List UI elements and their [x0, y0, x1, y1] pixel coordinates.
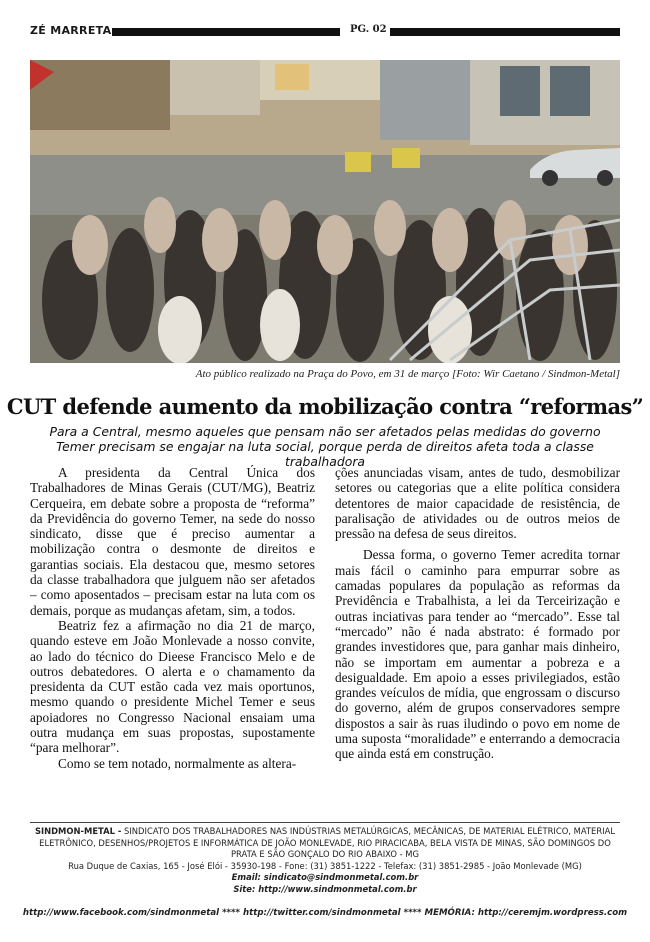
article-headline: CUT defende aumento da mobilização contra “reformas”	[6, 394, 644, 419]
footer-org	[30, 826, 620, 861]
paragraph: A presidenta da Central Única dos Trabalhadores de Minas Gerais (CUT/MG), Beatriz Cerqueira, em debate sobre a proposta de “reforma” da Previdência do governo Temer, na sede do nosso sindicato, disse que é preciso aumentar a mobilização contra o desmonte de direitos e garantias sociais. Ela destacou que, mesmo setores da classe trabalhadora que julguem não ser afetados – como aposentados – precisam estar na luta com os demais, porque as mudanças afetam, sim, a todos.	[30, 465, 315, 618]
footer-org-description: SINDICATO DOS TRABALHADORES NAS INDÚSTRIAS METALÚRGICAS, MECÂNICAS, DE MATERIAL ELÉTRICO, MATERIAL ELETRÔNICO, DESENHOS/PROJETOS E INFORMÁTICA DE JOÃO MONLEVADE, RIO PIRACICABA, BELA VISTA DE MINAS, SÃO DOMINGOS DO PRATA E SÃO GONÇALO DO RIO ABAIXO - MG	[39, 826, 616, 860]
paragraph: Beatriz fez a afirmação no dia 21 de março, quando esteve em João Monlevade a nosso convite, ao lado do técnico do Dieese Francisco Melo e de outros debatedores. O alerta e o chamamento da presidenta da CUT estão cada vez mais oportunos, mesmo quando o presidente Michel Temer e seus apoiadores no Congresso Nacional ensaiam uma outra mudança em suas propostas, supostamente “para melhorar”.	[30, 617, 315, 756]
publication-name: ZÉ MARRETA	[30, 24, 112, 37]
footer-email[interactable]: Email: sindicato@sindmonmetal.com.br	[231, 872, 419, 883]
footer-social-links[interactable]: http://www.facebook.com/sindmonmetal **** http://twitter.com/sindmonmetal **** MEMÓRIA: http://ceremjm.wordpress.com	[22, 908, 628, 918]
page-number: PG. 02	[350, 24, 387, 35]
page-header	[30, 24, 620, 40]
article-photo	[30, 60, 620, 363]
crowd-photo-illustration	[30, 60, 620, 363]
article-body	[30, 465, 620, 810]
header-rule-right	[390, 28, 620, 36]
article-subhead: Para a Central, mesmo aqueles que pensam não ser afetados pelas medidas do governo Temer precisam se engajar na luta social, porque perda de direitos afeta toda a classe trabalhadora	[49, 424, 601, 469]
article-column-right	[335, 465, 620, 762]
paragraph: Dessa forma, o governo Temer acredita tornar mais fácil o caminho para empurrar sobre as camadas populares da população as reformas da Previdência e Trabalhista, a lei da Terceirização e outras inciativas para tender ao “mercado”. Esse tal “mercado” não é nada abstrato: é formado por grandes investidores que, para ganhar mais dinheiro, não se importam em aumentar a pobreza e a desigualdade. Em apoio a esses privilegiados, estão grandes veículos de mídia, que engrossam o discurso do governo, além de grupos conservadores sempre dispostos a sair às ruas iludindo o povo em nome de uma suposta “moralidade” e enterrando a democracia que ainda está em construção.	[335, 547, 620, 762]
footer-org-name: SINDMON-METAL -	[34, 826, 122, 836]
footer-site[interactable]: Site: http://www.sindmonmetal.com.br	[233, 883, 417, 894]
page-footer	[30, 826, 620, 896]
header-rule-left	[112, 28, 340, 36]
photo-caption: Ato público realizado na Praça do Povo, em 31 de março [Foto: Wir Caetano / Sindmon-Metal]	[195, 368, 620, 380]
footer-divider	[30, 822, 620, 823]
footer-address: Rua Duque de Caxias, 165 - José Elói - 35930-198 - Fone: (31) 3851-1222 - Telefax: (31) 3851-2985 - João Monlevade (MG)	[68, 860, 582, 871]
article-column-left	[30, 465, 315, 771]
paragraph: ções anunciadas visam, antes de tudo, desmobilizar setores ou categorias que a elite política considera detentores de maior capacidade de resistência, de paralisação de atividades ou de outros meios de pressão na defesa de seus direitos.	[335, 465, 620, 542]
paragraph: Como se tem notado, normalmente as altera-	[58, 755, 297, 771]
